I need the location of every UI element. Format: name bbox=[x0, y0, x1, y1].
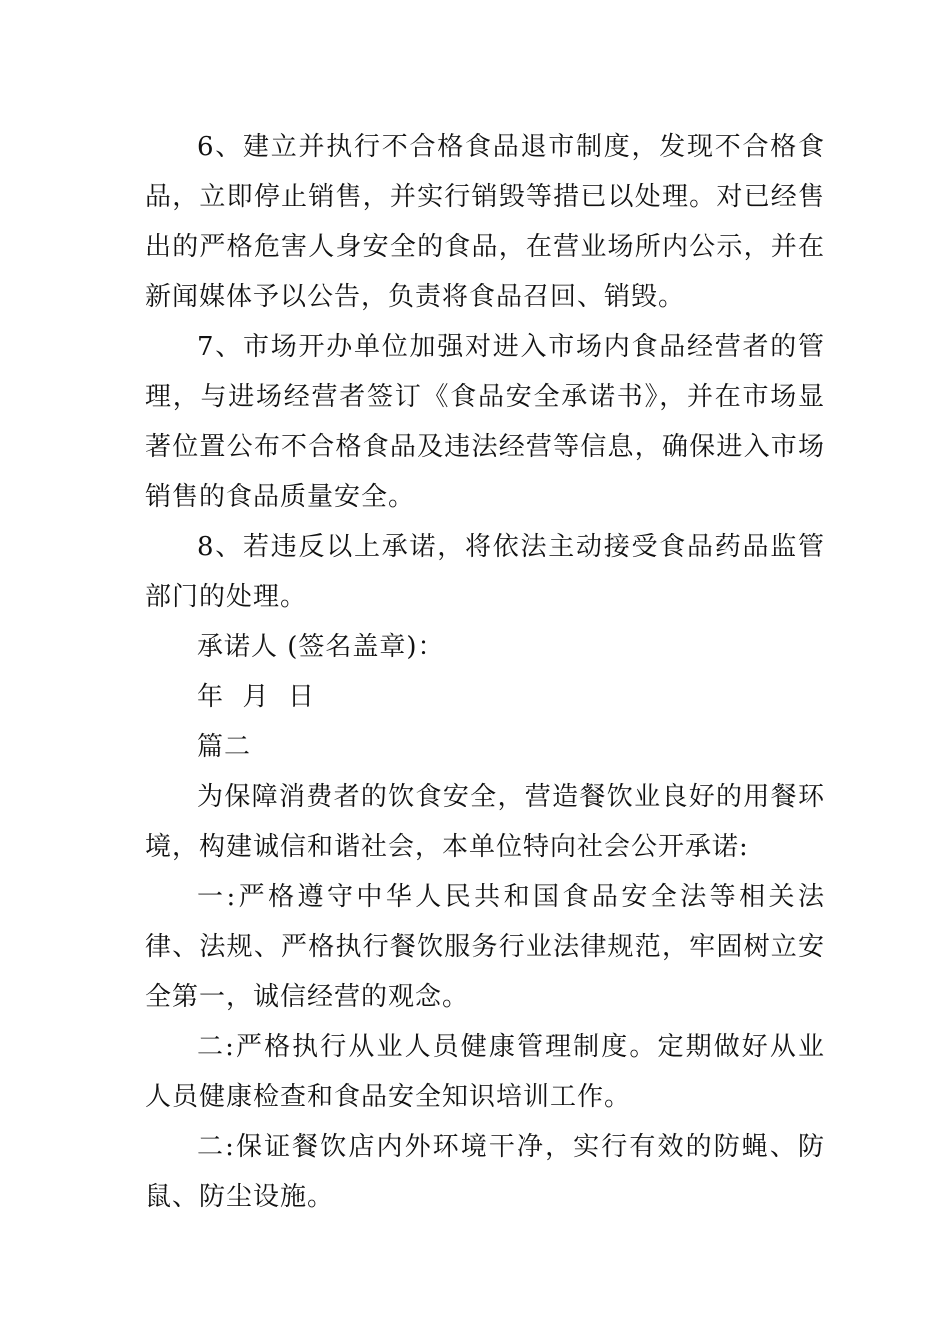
paragraph-item-8: 8、若违反以上承诺，将依法主动接受食品药品监管部门的处理。 bbox=[145, 532, 825, 612]
signature-line: 承诺人 (签名盖章)： bbox=[197, 632, 445, 662]
date-line: 年 月 日 bbox=[197, 682, 316, 712]
document-body bbox=[145, 122, 825, 1222]
paragraph-item-7: 7、市场开办单位加强对进入市场内食品经营者的管理，与进场经营者签订《食品安全承诺书》，并在市场显著位置公布不合格食品及违法经营等信息，确保进入市场销售的食品质量安全。 bbox=[145, 332, 825, 512]
commitment-item-2: 二:严格执行从业人员健康管理制度。定期做好从业人员健康检查和食品安全知识培训工作。 bbox=[145, 1032, 825, 1112]
section-heading: 篇二 bbox=[197, 732, 252, 762]
commitment-item-1: 一:严格遵守中华人民共和国食品安全法等相关法律、法规、严格执行餐饮服务行业法律规范，牢固树立安全第一，诚信经营的观念。 bbox=[145, 882, 825, 1012]
intro-paragraph: 为保障消费者的饮食安全，营造餐饮业良好的用餐环境，构建诚信和谐社会，本单位特向社会公开承诺: bbox=[145, 782, 825, 862]
paragraph-item-6: 6、建立并执行不合格食品退市制度，发现不合格食品，立即停止销售，并实行销毁等措已以处理。对已经售出的严格危害人身安全的食品，在营业场所内公示，并在新闻媒体予以公告，负责将食品召回、销毁。 bbox=[145, 132, 825, 312]
commitment-item-3: 二:保证餐饮店内外环境干净，实行有效的防蝇、防鼠、防尘设施。 bbox=[145, 1132, 825, 1212]
